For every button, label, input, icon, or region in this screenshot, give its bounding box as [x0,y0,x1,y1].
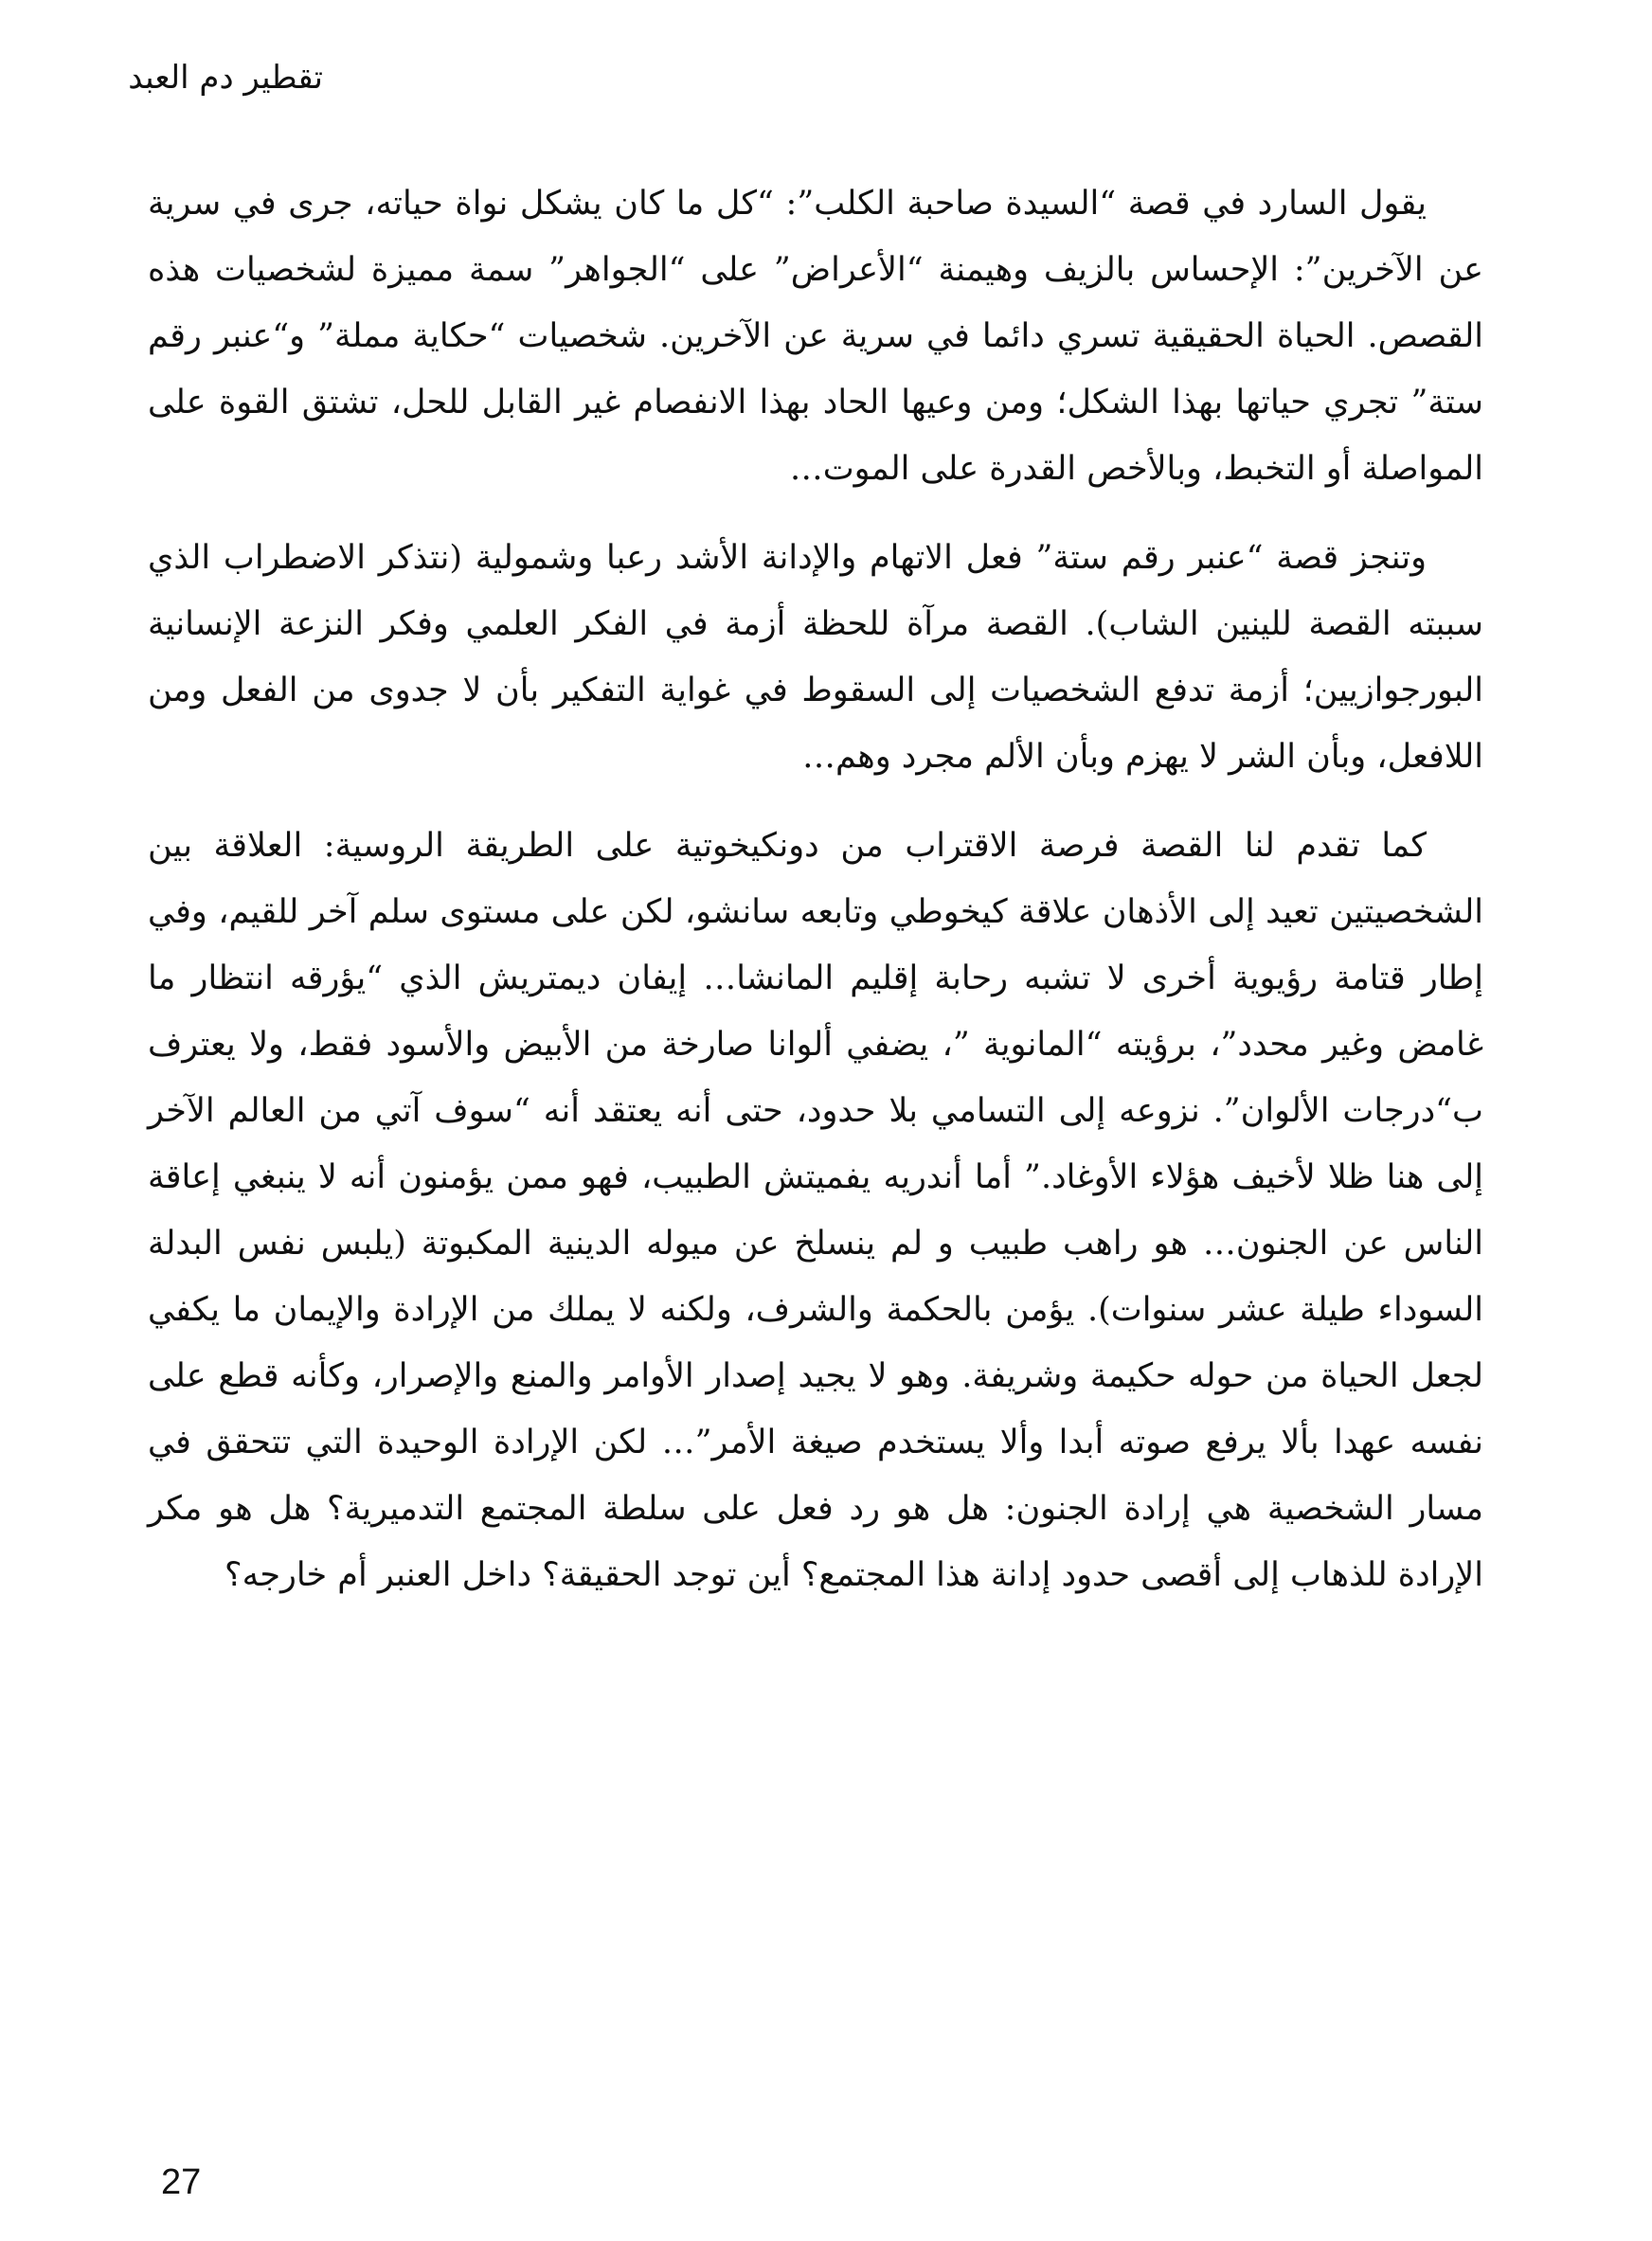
paragraph: وتنجز قصة “عنبر رقم ستة” فعل الاتهام والإدانة الأشد رعبا وشمولية (نتذكر الاضطراب الذي سببته القصة للينين الشاب). القصة مرآة للحظة أزمة في الفكر العلمي وفكر النزعة الإنسانية البورجوازيين؛ أزمة تدفع الشخصيات إلى السقوط في غواية التفكير بأن لا جدوى من الفعل ومن اللافعل، وبأن الشر لا يهزم وبأن الألم مجرد وهم… [148,539,1483,776]
page-number: 27 [161,2162,202,2202]
paragraph: كما تقدم لنا القصة فرصة الاقتراب من دونكيخوتية على الطريقة الروسية: العلاقة بين الشخصيتين تعيد إلى الأذهان علاقة كيخوطي وتابعه سانشو، لكن على مستوى سلم آخر للقيم، وفي إطار قتامة رؤيوية أخرى لا تشبه رحابة إقليم المانشا… إيفان ديمتريش الذي “يؤرقه انتظار ما غامض وغير محدد”، برؤيته “المانوية ”، يضفي ألوانا صارخة من الأبيض والأسود فقط، ولا يعترف ب“درجات الألوان”. نزوعه إلى التسامي بلا حدود، حتى أنه يعتقد أنه “سوف آتي من العالم الآخر إلى هنا ظلا لأخيف هؤلاء الأوغاد.” أما أندريه يفميتش الطبيب، فهو ممن يؤمنون أنه لا ينبغي إعاقة الناس عن الجنون… هو راهب طبيب و لم ينسلخ عن ميوله الدينية المكبوتة (يلبس نفس البدلة السوداء طيلة عشر سنوات). يؤمن بالحكمة والشرف، ولكنه لا يملك من الإرادة والإيمان ما يكفي لجعل الحياة من حوله حكيمة وشريفة. وهو لا يجيد إصدار الأوامر والمنع والإصرار، وكأنه قطع على نفسه عهدا بألا يرفع صوته أبدا وألا يستخدم صيغة الأمر”… لكن الإرادة الوحيدة التي تتحقق في مسار الشخصية هي إرادة الجنون: هل هو رد فعل على سلطة المجتمع التدميرية؟ هل هو مكر الإرادة للذهاب إلى أقصى حدود إدانة هذا المجتمع؟ أين توجد الحقيقة؟ داخل العنبر أم خارجه؟ [148,827,1483,1594]
body-text [148,170,1483,1631]
paragraph: يقول السارد في قصة “السيدة صاحبة الكلب”: “كل ما كان يشكل نواة حياته، جرى في سرية عن الآخرين”: الإحساس بالزيف وهيمنة “الأعراض” على “الجواهر” سمة مميزة لشخصيات هذه القصص. الحياة الحقيقية تسري دائما في سرية عن الآخرين. شخصيات “حكاية مملة” و“عنبر رقم ستة” تجري حياتها بهذا الشكل؛ ومن وعيها الحاد بهذا الانفصام غير القابل للحل، تشتق القوة على المواصلة أو التخبط، وبالأخص القدرة على الموت… [148,185,1483,488]
running-header: تقطير دم العبد [128,59,323,97]
